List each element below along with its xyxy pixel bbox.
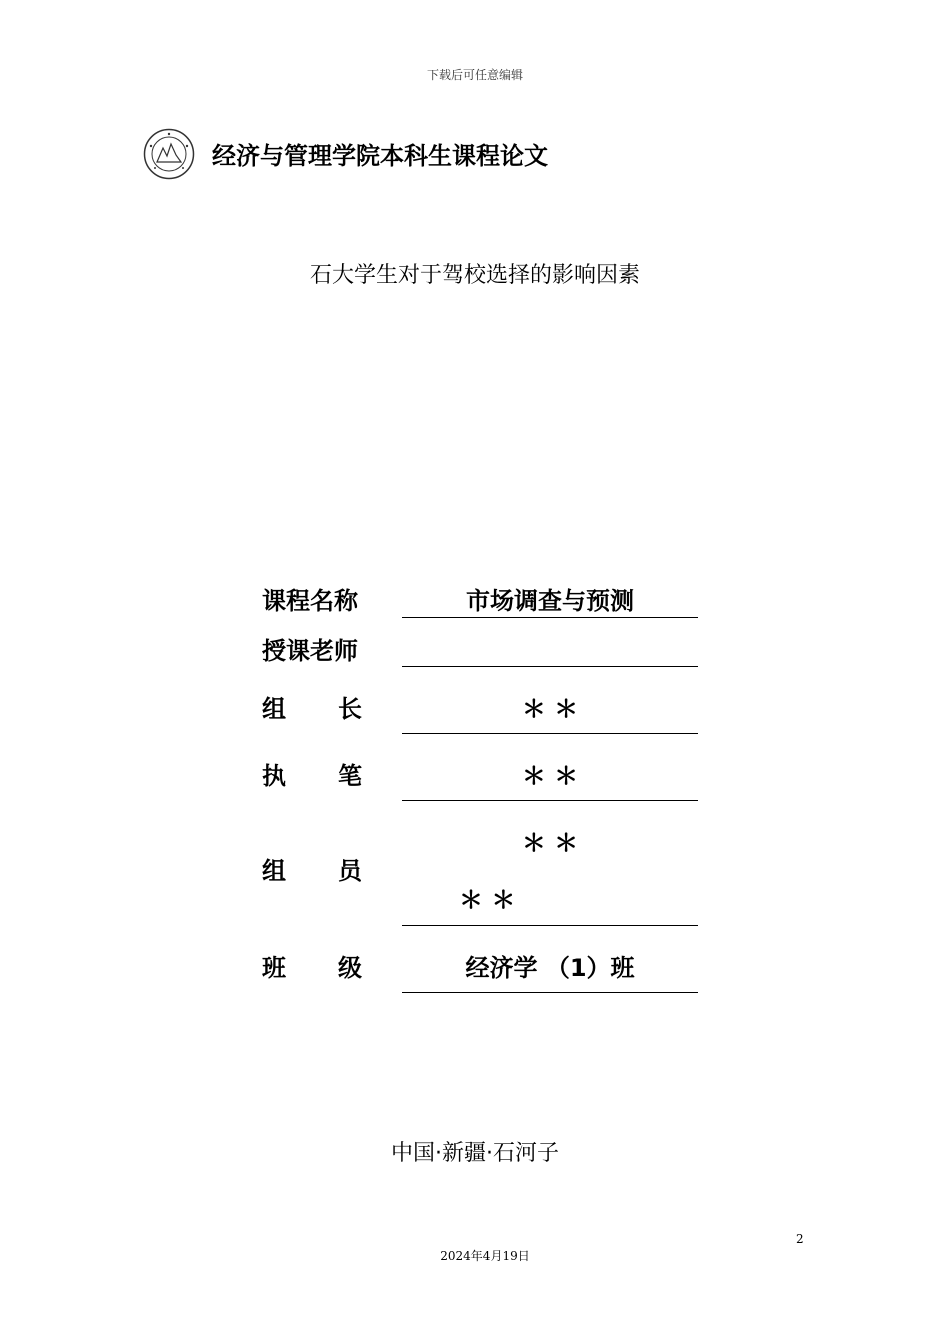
college-title: 经济与管理学院本科生课程论文	[212, 142, 548, 170]
writer-label	[262, 756, 362, 791]
course-label: 课程名称	[262, 587, 358, 615]
class-label-char-1: 班	[262, 954, 286, 982]
member-label	[262, 851, 362, 886]
teacher-underline	[402, 666, 698, 667]
class-underline	[402, 992, 698, 993]
page-number: 2	[796, 1232, 804, 1246]
leader-underline	[402, 733, 698, 734]
university-seal-logo	[143, 128, 195, 180]
class-label-char-2: 级	[338, 954, 362, 982]
writer-value: ＊ ＊	[521, 762, 579, 790]
leader-label	[262, 689, 362, 724]
class-label	[262, 948, 362, 983]
leader-value: ＊ ＊	[521, 695, 579, 723]
member-value-1: ＊ ＊	[521, 829, 579, 857]
writer-underline	[402, 800, 698, 801]
thesis-title: 石大学生对于驾校选择的影响因素	[309, 263, 640, 288]
writer-label-char-1: 执	[262, 762, 286, 790]
course-underline	[402, 617, 698, 618]
place-line: 中国·新疆·石河子	[391, 1141, 559, 1166]
member-label-char-1: 组	[262, 857, 286, 885]
header-note: 下载后可任意编辑	[426, 68, 523, 82]
member-underline	[402, 925, 698, 926]
member-value-2: ＊ ＊	[459, 886, 516, 914]
leader-label-char-2: 长	[338, 695, 362, 723]
teacher-label: 授课老师	[262, 637, 358, 665]
leader-label-char-1: 组	[262, 695, 286, 723]
course-value: 市场调查与预测	[466, 587, 634, 615]
date-line: 2024年4月19日	[440, 1249, 530, 1263]
writer-label-char-2: 笔	[338, 762, 362, 790]
class-value: 经济学 （1）班	[465, 954, 635, 982]
member-label-char-2: 员	[338, 857, 362, 885]
